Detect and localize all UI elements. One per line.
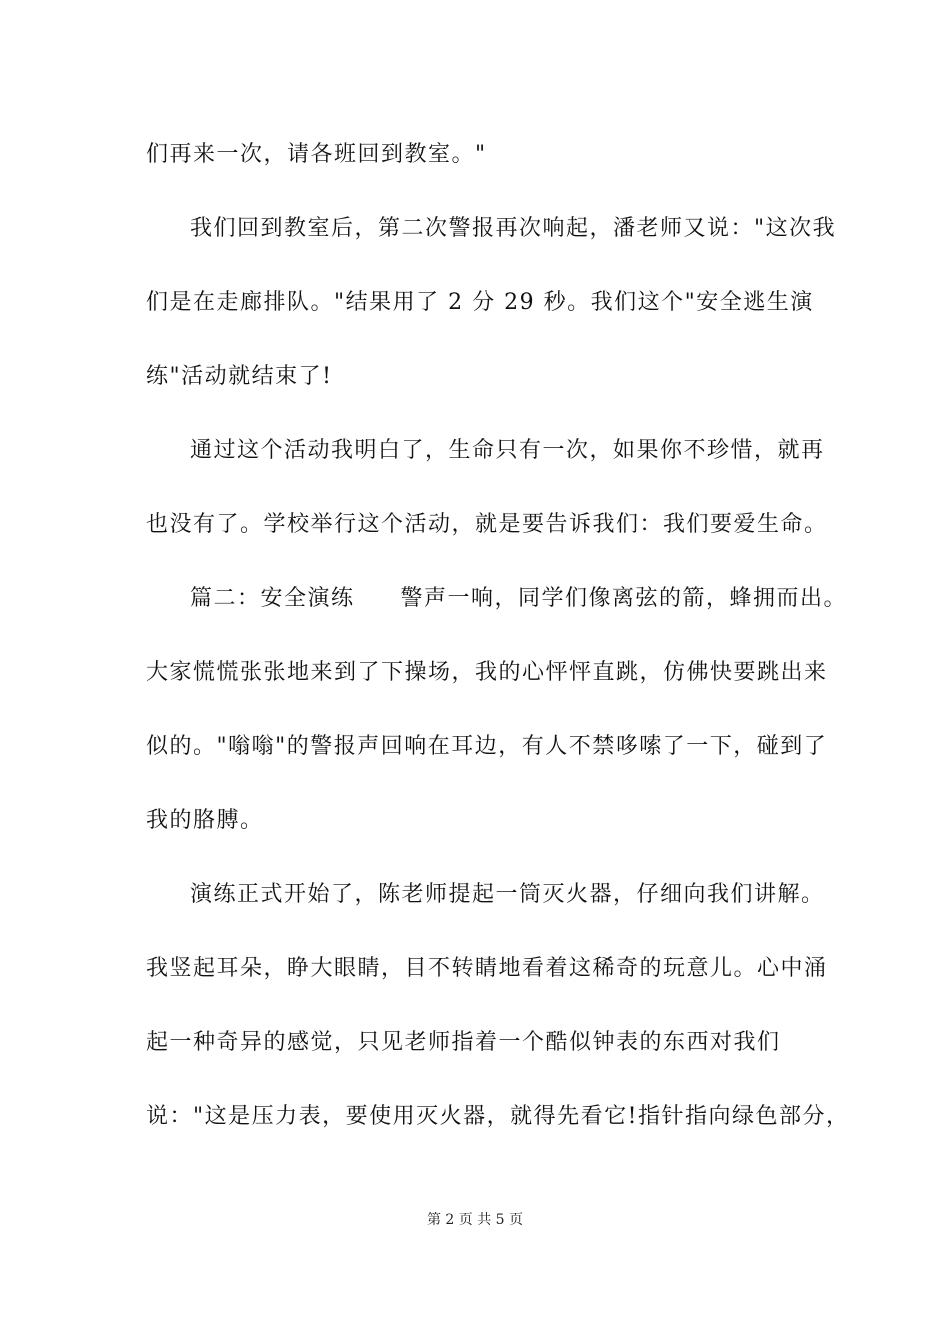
text-line: 大家慌慌张张地来到了下操场，我的心怦怦直跳，仿佛快要跳出来 (146, 660, 828, 685)
text-line: 我竖起耳朵，睁大眼睛，目不转睛地看着这稀奇的玩意儿。心中涌 (146, 956, 828, 981)
text-line: 我的胳膊。 (146, 808, 264, 833)
text-line: 起一种奇异的感觉，只见老师指着一个酷似钟表的东西对我们 (146, 1030, 781, 1055)
paragraph-start: 演练正式开始了，陈老师提起一筒灭火器，仔细向我们讲解。 (190, 882, 825, 907)
section-text: 警声一响，同学们像离弦的箭，蜂拥而出。 (400, 586, 848, 611)
section-heading: 篇二：安全演练 (190, 586, 355, 611)
text-line: 似的。"嗡嗡"的警报声回响在耳边，有人不禁哆嗦了一下，碰到了 (146, 734, 828, 759)
paragraph-start: 通过这个活动我明白了，生命只有一次，如果你不珍惜，就再 (190, 438, 825, 463)
paragraph-start: 我们回到教室后，第二次警报再次响起，潘老师又说："这次我 (190, 216, 837, 241)
text-line: 们是在走廊排队。"结果用了 2 分 29 秒。我们这个"安全逃生演 (146, 290, 814, 315)
text-line: 也没有了。学校举行这个活动，就是要告诉我们：我们要爱生命。 (146, 512, 828, 537)
text-line: 们再来一次，请各班回到教室。" (146, 142, 487, 167)
page-footer: 第 2 页 共 5 页 (426, 1212, 524, 1228)
text-line: 练"活动就结束了! (146, 364, 333, 389)
section-line (190, 584, 870, 614)
text-line: 说："这是压力表，要使用灭火器，就得先看它!指针指向绿色部分， (146, 1104, 850, 1129)
